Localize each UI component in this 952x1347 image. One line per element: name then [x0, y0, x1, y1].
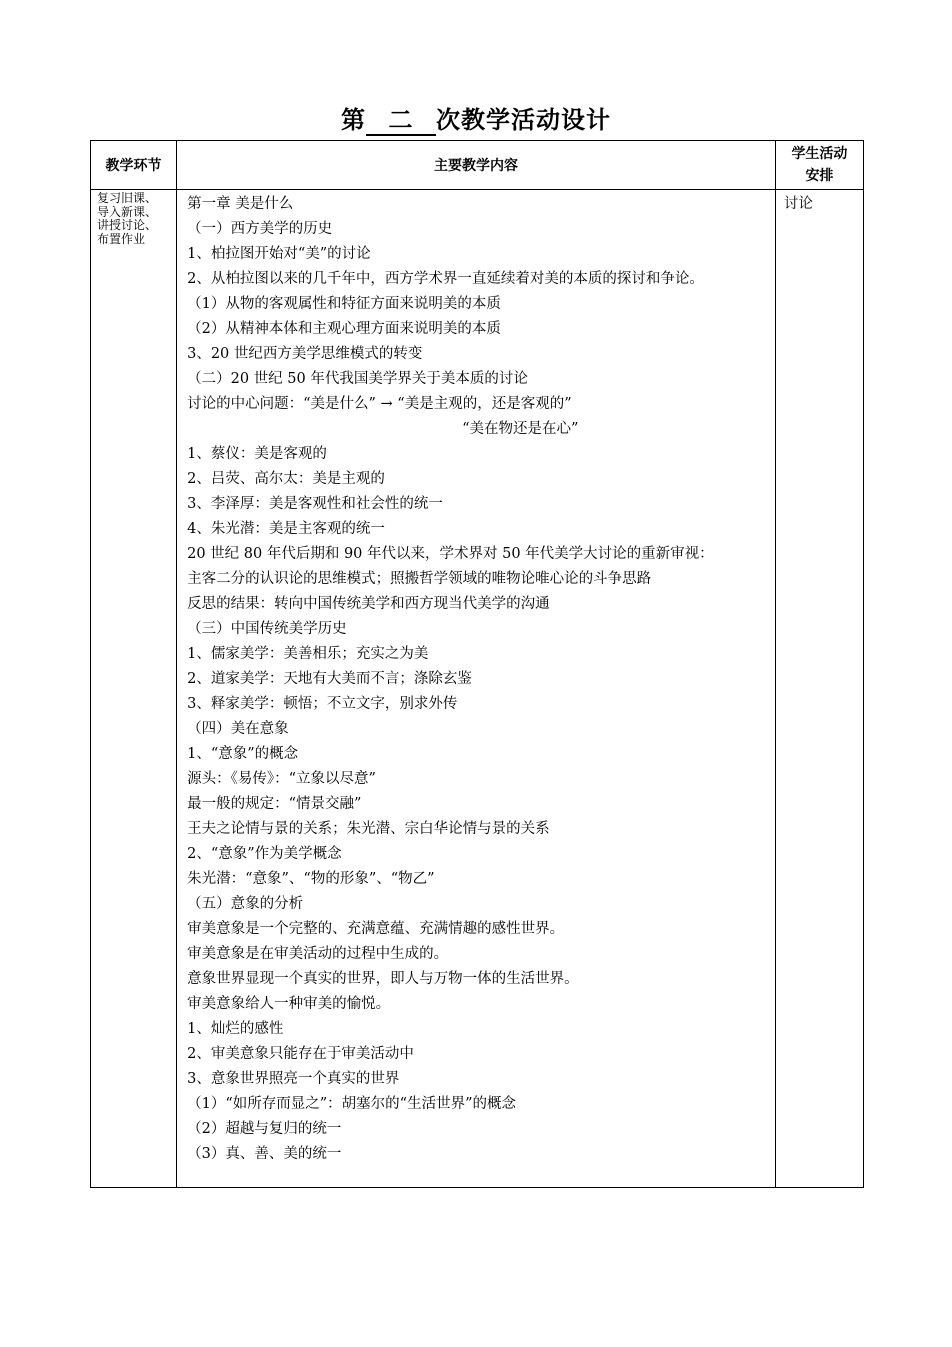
content-line: 意象世界显现一个真实的世界，即人与万物一体的生活世界。 — [187, 971, 579, 987]
content-line: （三）中国传统美学历史 — [187, 621, 347, 637]
activity-cell: 讨论 — [775, 190, 863, 1188]
content-line: 20 世纪 80 年代后期和 90 年代以来，学术界对 50 年代美学大讨论的重新审视： — [187, 546, 714, 562]
content-line: （1）从物的客观属性和特征方面来说明美的本质 — [187, 296, 501, 312]
content-line: 王夫之论情与景的关系；朱光潜、宗白华论情与景的关系 — [187, 821, 550, 837]
header-activity — [775, 141, 863, 190]
content-line: 审美意象是在审美活动的过程中生成的。 — [187, 946, 449, 962]
stage-line: 复习旧课、 — [97, 191, 158, 205]
content-line: 1、灿烂的感性 — [187, 1021, 284, 1037]
stage-cell — [91, 190, 177, 1188]
content-line: 4、朱光潜：美是主客观的统一 — [187, 521, 385, 537]
header-stage: 教学环节 — [91, 141, 177, 190]
stage-line: 导入新课、 — [97, 204, 158, 219]
content-line: 1、蔡仪：美是客观的 — [187, 446, 327, 462]
header-activity-line1: 学生活动 — [791, 146, 848, 162]
stage-line: 布置作业 — [97, 231, 146, 246]
content-line: 2、从柏拉图以来的几千年中，西方学术界一直延续着对美的本质的探讨和争论。 — [187, 271, 704, 287]
content-line: （2）从精神本体和主观心理方面来说明美的本质 — [187, 321, 501, 337]
content-line: 讨论的中心问题：“美是什么” → “美是主观的，还是客观的” — [187, 396, 572, 412]
content-line: （一）西方美学的历史 — [187, 221, 333, 237]
content-line: （二）20 世纪 50 年代我国美学界关于美本质的讨论 — [187, 371, 528, 387]
content-line: 最一般的规定：“情景交融” — [187, 796, 362, 812]
content-line: 反思的结果：转向中国传统美学和西方现当代美学的沟通 — [187, 596, 550, 612]
content-line: 源头：《易传》：“立象以尽意” — [187, 771, 376, 787]
content-line: 2、审美意象只能存在于审美活动中 — [187, 1046, 414, 1062]
content-line: （五）意象的分析 — [187, 896, 304, 912]
content-cell — [177, 190, 776, 1188]
table-header-row — [91, 141, 864, 190]
content-line: 审美意象是一个完整的、充满意蕴、充满情趣的感性世界。 — [187, 921, 565, 937]
content-line: 2、道家美学：天地有大美而不言；涤除玄鉴 — [187, 671, 472, 687]
header-content: 主要教学内容 — [177, 141, 776, 190]
page-title — [0, 100, 952, 136]
content-line: 主客二分的认识论的思维模式；照搬哲学领域的唯物论唯心论的斗争思路 — [187, 571, 652, 587]
content-line: 1、“意象”的概念 — [187, 746, 299, 762]
content-line: “美在物还是在心” — [462, 421, 579, 437]
lesson-plan-table — [90, 140, 864, 1188]
content-line: 1、柏拉图开始对“美”的讨论 — [187, 246, 371, 262]
content-line: 3、李泽厚：美是客观性和社会性的统一 — [187, 496, 443, 512]
content-line: 3、20 世纪西方美学思维模式的转变 — [187, 346, 423, 362]
content-line: 2、吕荧、高尔太：美是主观的 — [187, 471, 385, 487]
content-line: 3、释家美学：顿悟；不立文字，别求外传 — [187, 696, 458, 712]
content-line: 审美意象给人一种审美的愉悦。 — [187, 996, 391, 1012]
content-line: 2、“意象”作为美学概念 — [187, 846, 342, 862]
title-number: 二 — [366, 106, 436, 136]
content-line: 第一章 美是什么 — [187, 196, 294, 212]
content-line: （1）“如所存而显之”：胡塞尔的“生活世界”的概念 — [187, 1096, 516, 1112]
content-line: （3）真、善、美的统一 — [187, 1146, 342, 1162]
content-line: 1、儒家美学：美善相乐；充实之为美 — [187, 646, 429, 662]
content-line: 3、意象世界照亮一个真实的世界 — [187, 1071, 400, 1087]
header-activity-line2: 安排 — [805, 168, 834, 184]
content-line: 朱光潜：“意象”、“物的形象”、“物乙” — [187, 871, 435, 887]
content-line: （四）美在意象 — [187, 721, 289, 737]
content-line: （2）超越与复归的统一 — [187, 1121, 342, 1137]
title-suffix: 次教学活动设计 — [436, 106, 611, 134]
title-prefix: 第 — [341, 106, 366, 134]
table-body-row — [91, 190, 864, 1188]
stage-line: 讲授讨论、 — [97, 218, 158, 232]
